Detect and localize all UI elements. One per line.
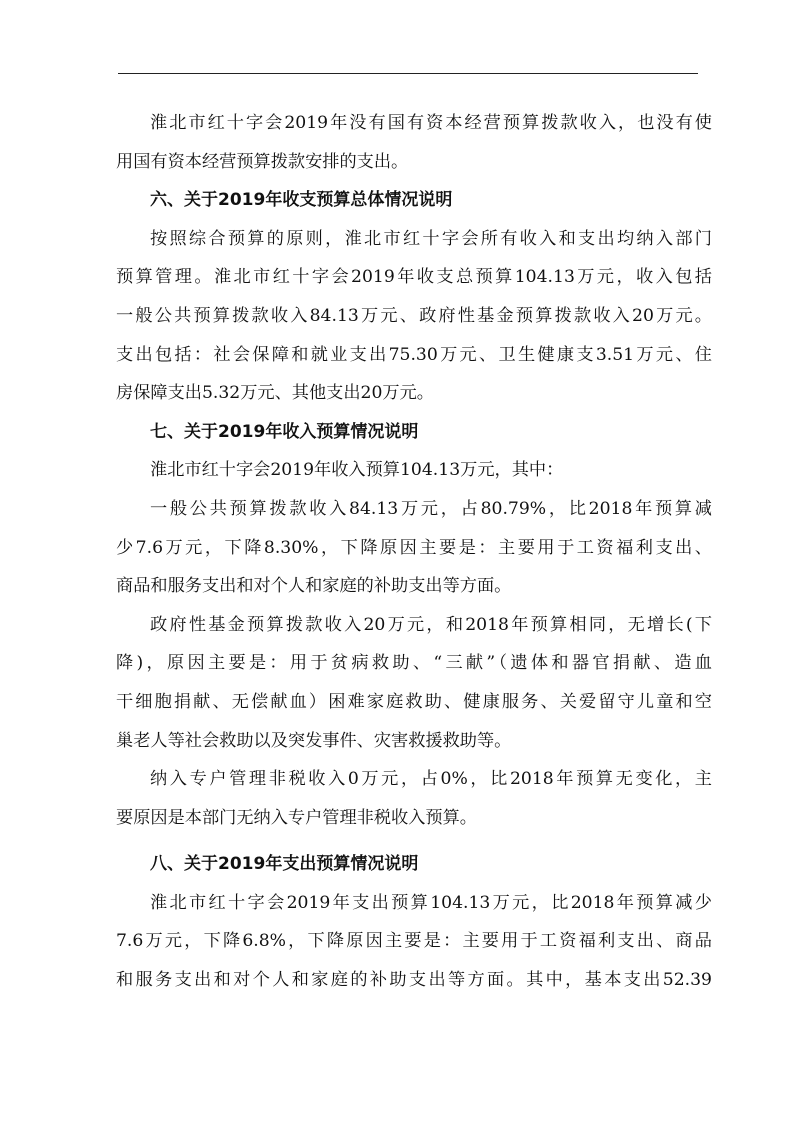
text-line: 商品和服务支出和对个人和家庭的补助支出等方面。: [116, 576, 512, 597]
text-line: 和服务支出和对个人和家庭的补助支出等方面。其中，基本支出52.39: [116, 970, 712, 991]
paragraph-overall-budget: [116, 220, 712, 413]
text-line: 7.6万元，下降6.8%，下降原因主要是：主要用于工资福利支出、商品: [116, 931, 712, 952]
text-line: 淮北市红十字会2019年没有国有资本经营预算拨款收入，也没有使: [150, 113, 712, 133]
paragraph-general-budget: [116, 490, 712, 606]
section-heading-6: 六、关于2019年收支预算总体情况说明: [150, 190, 453, 211]
paragraph-government-fund: [116, 606, 712, 760]
text-line: 预算管理。淮北市红十字会2019年收支总预算104.13万元，收入包括: [116, 267, 712, 288]
text-line: 降)，原因主要是：用于贫病救助、“三献”（遗体和器官捐献、造血: [116, 653, 712, 674]
text-line: 纳入专户管理非税收入0万元，占0%，比2018年预算无变化，主: [150, 769, 712, 790]
header-rule: [118, 73, 698, 74]
section-heading-8: 八、关于2019年支出预算情况说明: [150, 854, 419, 875]
paragraph-expenditure: [116, 884, 712, 1000]
text-line: 按照综合预算的原则，淮北市红十字会所有收入和支出均纳入部门: [150, 228, 712, 249]
text-line: 政府性基金预算拨款收入20万元，和2018年预算相同，无增长(下: [150, 614, 712, 635]
section-heading-7: 七、关于2019年收入预算情况说明: [150, 421, 419, 442]
paragraph-non-tax-income: [116, 760, 712, 837]
paragraph-state-capital: [116, 104, 712, 181]
paragraph-income-intro: 淮北市红十字会2019年收入预算104.13万元，其中：: [150, 460, 564, 481]
text-line: 房保障支出5.32万元、其他支出20万元。: [116, 383, 434, 404]
text-line: 巢老人等社会救助以及突发事件、灾害救援救助等。: [116, 730, 512, 751]
document-body: [116, 104, 712, 1000]
text-line: 一般公共预算拨款收入84.13万元，占80.79%，比2018年预算减: [150, 498, 712, 519]
text-line: 少7.6万元，下降8.30%，下降原因主要是：主要用于工资福利支出、: [116, 537, 712, 558]
spacer: [116, 837, 712, 845]
text-line: 淮北市红十字会2019年支出预算104.13万元，比2018年预算减少: [150, 892, 712, 913]
text-line: 支出包括：社会保障和就业支出75.30万元、卫生健康支3.51万元、住: [116, 344, 712, 365]
text-line: 要原因是本部门无纳入专户管理非税收入预算。: [116, 807, 477, 828]
text-line: 干细胞捐献、无偿献血）困难家庭救助、健康服务、关爱留守儿童和空: [116, 691, 712, 712]
text-line: 一般公共预算拨款收入84.13万元、政府性基金预算拨款收入20万元。: [116, 305, 712, 326]
text-line: 用国有资本经营预算拨款安排的支出。: [116, 151, 409, 172]
